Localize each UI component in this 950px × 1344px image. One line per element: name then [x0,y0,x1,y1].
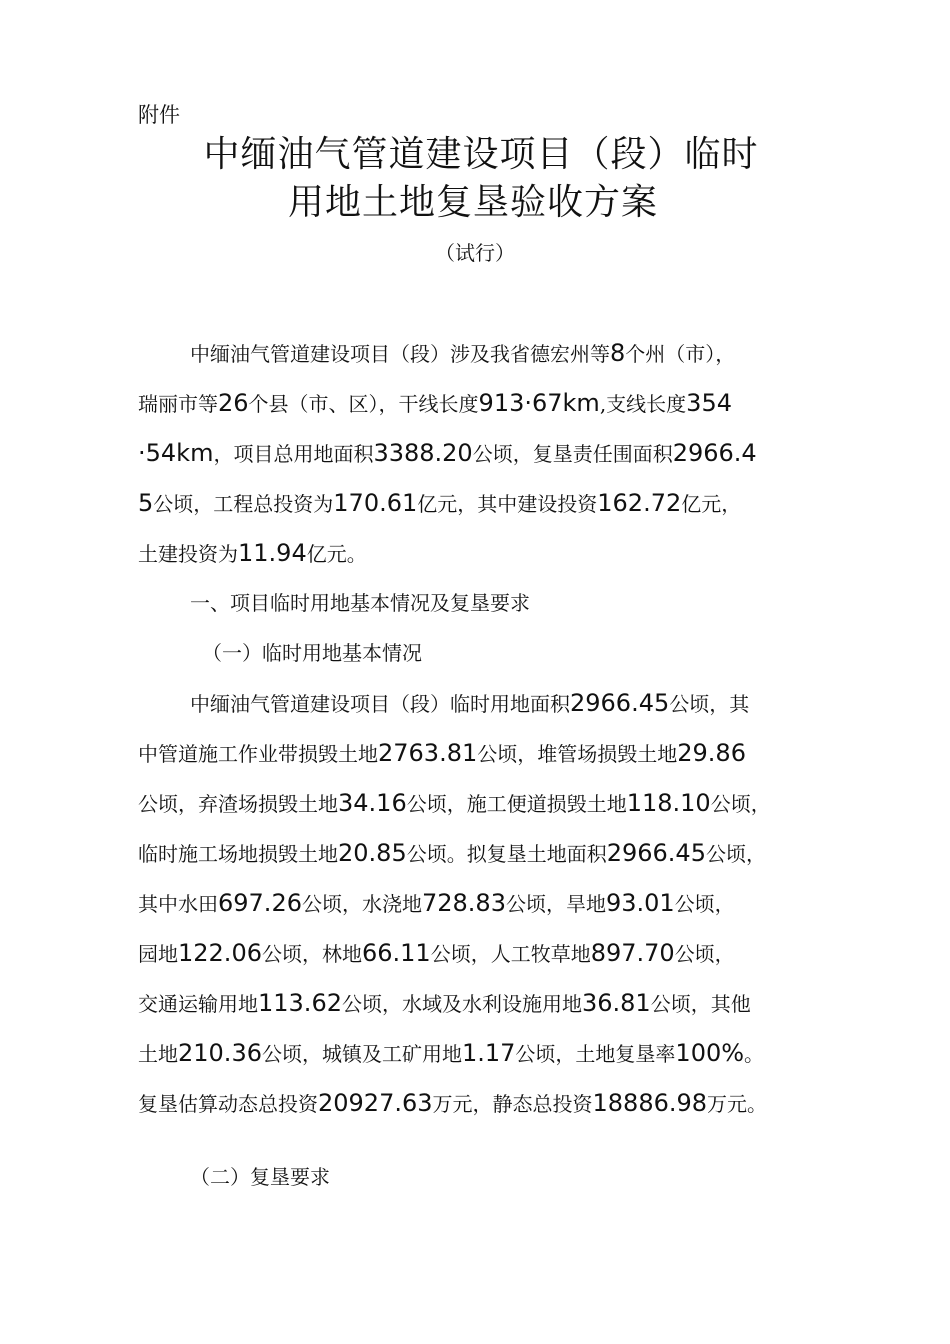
document-subtitle: （试行） [435,241,515,265]
body-line: 中管道施工作业带损毁土地2763.81公顷，堆管场损毁土地29.86 [138,739,746,767]
body-line: 其中水田697.26公顷，水浇地728.83公顷，旱地93.01公顷， [138,889,735,917]
subsection-heading: （二）复垦要求 [190,1165,330,1189]
subsection-heading: （一）临时用地基本情况 [202,641,422,665]
body-line: 土地210.36公顷，城镇及工矿用地1.17公顷，土地复垦率100%。 [138,1039,765,1067]
body-line: 中缅油气管道建设项目（段）涉及我省德宏州等8个州（市）， [190,339,736,367]
document-title-line-2: 用地土地复垦验收方案 [287,182,658,223]
body-line: 中缅油气管道建设项目（段）临时用地面积2966.45公顷，其 [190,689,750,717]
body-line: ·54km，项目总用地面积3388.20公顷，复垦责任围面积2966.4 [138,439,757,467]
document-title-line-1: 中缅油气管道建设项目（段）临时 [203,134,759,175]
body-line: 瑞丽市等26个县（市、区），干线长度913·67km,支线长度354 [138,389,732,417]
body-line: 园地122.06公顷，林地66.11公顷，人工牧草地897.70公顷， [138,939,735,967]
body-line: 公顷，弃渣场损毁土地34.16公顷，施工便道损毁土地118.10公顷， [138,789,771,817]
body-line: 5公顷，工程总投资为170.61亿元，其中建设投资162.72亿元， [138,489,742,517]
attachment-label: 附件 [138,103,180,127]
body-line: 复垦估算动态总投资20927.63万元，静态总投资18886.98万元。 [138,1089,768,1117]
section-heading: 一、项目临时用地基本情况及复垦要求 [190,591,530,615]
body-line: 土建投资为11.94亿元。 [138,539,367,567]
body-line: 交通运输用地113.62公顷，水域及水利设施用地36.81公顷，其他 [138,989,751,1017]
body-line: 临时施工场地损毁土地20.85公顷。拟复垦土地面积2966.45公顷， [138,839,766,867]
